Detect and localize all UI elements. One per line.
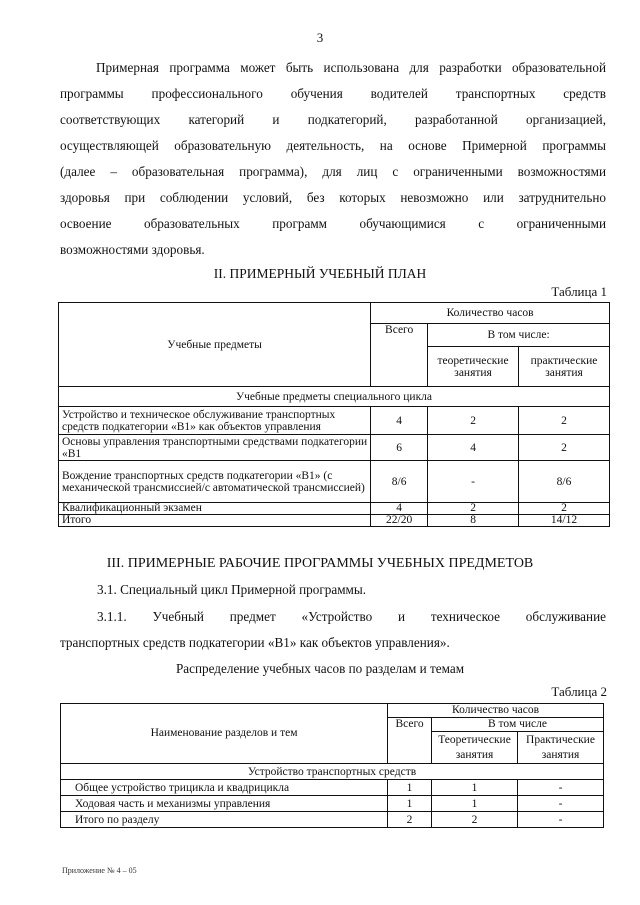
row-practice: -	[518, 796, 604, 812]
row-practice: 8/6	[519, 461, 610, 503]
header-total: Всего	[371, 324, 428, 387]
page-number: 3	[316, 30, 324, 45]
row-practice: 2	[519, 435, 610, 461]
table-row	[59, 503, 610, 515]
intro-paragraph	[60, 55, 606, 263]
header-theory: теоретические занятия	[428, 347, 519, 387]
row-theory: 2	[428, 407, 519, 435]
table-row	[59, 461, 610, 503]
row-name: Общее устройство трицикла и квадрицикла	[61, 780, 388, 796]
row-name: Вождение транспортных средств подкатегории «В1» (с механической трансмиссией/с автоматической трансмиссией)	[59, 461, 371, 503]
table-row	[61, 812, 604, 828]
row-theory: 1	[432, 780, 518, 796]
footer-note: Приложение № 4 – 05	[62, 866, 137, 875]
row-theory: -	[428, 461, 519, 503]
header-practice: Практические занятия	[518, 732, 604, 764]
header-practice: практические занятия	[519, 347, 610, 387]
item-3-1-1-line1: 3.1.1. Учебный предмет «Устройство и техническое обслуживание	[97, 609, 606, 624]
table-row	[59, 407, 610, 435]
row-practice: -	[518, 780, 604, 796]
section3-title: III. ПРИМЕРНЫЕ РАБОЧИЕ ПРОГРАММЫ УЧЕБНЫХ ПРЕДМЕТОВ	[106, 556, 534, 571]
table-row	[59, 435, 610, 461]
table-row	[61, 780, 604, 796]
intro-line: (далее – образовательная программа), для лиц с ограниченными возможностями	[60, 164, 606, 179]
row-total: 22/20	[371, 515, 428, 527]
row-practice: 2	[519, 407, 610, 435]
row-name: Квалификационный экзамен	[59, 503, 371, 515]
header-including: В том числе:	[428, 324, 610, 347]
item-3-1: 3.1. Специальный цикл Примерной программы.	[97, 582, 367, 597]
intro-line: Примерная программа может быть использована для разработки образовательной	[96, 60, 606, 75]
row-total: 1	[388, 796, 432, 812]
row-theory: 8	[428, 515, 519, 527]
row-name: Итого	[59, 515, 371, 527]
row-total: 8/6	[371, 461, 428, 503]
table1-label: Таблица 1	[551, 284, 607, 299]
intro-line: осуществляющей образовательную деятельность, на основе Примерной программы	[60, 138, 606, 153]
header-theory: Теоретические занятия	[432, 732, 518, 764]
table-row	[59, 515, 610, 527]
intro-line: освоение образовательных программ обучающимися с ограниченными	[60, 216, 606, 231]
row-total: 6	[371, 435, 428, 461]
row-theory: 2	[432, 812, 518, 828]
intro-line: соответствующих категорий и подкатегорий, разработанной организацией,	[60, 112, 606, 127]
intro-line: здоровья при соблюдении условий, без которых невозможно или затруднительно	[60, 190, 606, 205]
intro-line: программы профессионального обучения водителей транспортных средств	[60, 86, 606, 101]
topics-table	[60, 703, 604, 828]
header-sections: Наименование разделов и тем	[61, 704, 388, 764]
row-name: Ходовая часть и механизмы управления	[61, 796, 388, 812]
table2-label: Таблица 2	[551, 684, 607, 699]
row-theory: 2	[428, 503, 519, 515]
row-theory: 1	[432, 796, 518, 812]
header-subjects: Учебные предметы	[59, 303, 371, 387]
row-total: 2	[388, 812, 432, 828]
row-total: 4	[371, 503, 428, 515]
row-total: 4	[371, 407, 428, 435]
row-name: Основы управления транспортными средствами подкатегории «В1	[59, 435, 371, 461]
table-row	[61, 796, 604, 812]
header-hours: Количество часов	[388, 704, 604, 718]
row-theory: 4	[428, 435, 519, 461]
group-title: Учебные предметы специального цикла	[59, 387, 610, 407]
row-total: 1	[388, 780, 432, 796]
intro-line: возможностями здоровья.	[60, 242, 205, 257]
row-name: Устройство и техническое обслуживание транспортных средств подкатегории «В1» как объектов управления	[59, 407, 371, 435]
header-total: Всего	[388, 718, 432, 764]
row-practice: 2	[519, 503, 610, 515]
row-name: Итого по разделу	[61, 812, 388, 828]
section2-title: II. ПРИМЕРНЫЙ УЧЕБНЫЙ ПЛАН	[213, 266, 427, 281]
item-3-1-1-line2: транспортных средств подкатегории «В1» как объектов управления».	[60, 635, 450, 650]
row-practice: -	[518, 812, 604, 828]
distribution-title: Распределение учебных часов по разделам и темам	[175, 661, 465, 676]
header-hours: Количество часов	[371, 303, 610, 324]
header-including: В том числе	[432, 718, 604, 732]
curriculum-table	[58, 302, 610, 527]
group-title: Устройство транспортных средств	[61, 764, 604, 780]
row-practice: 14/12	[519, 515, 610, 527]
